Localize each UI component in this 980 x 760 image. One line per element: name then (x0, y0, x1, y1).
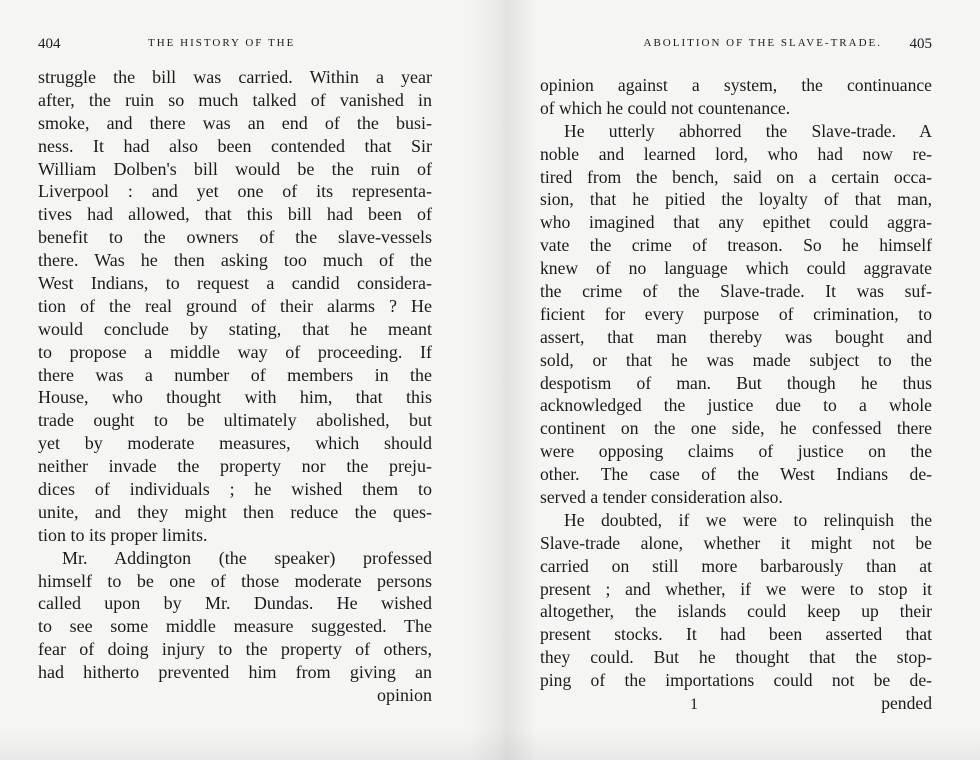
text-line: to see some middle measure suggested. The (38, 616, 432, 637)
text-line: sold, or that he was made subject to the (540, 349, 932, 370)
right-page-number: 405 (909, 36, 932, 52)
text-line: despotism of man. But though he thus (540, 372, 932, 393)
text-line: He utterly abhorred the Slave-trade. A (564, 120, 932, 141)
text-line: He doubted, if we were to relinquish the (564, 509, 932, 530)
text-line: were opposing claims of justice on the (540, 441, 932, 462)
text-line: the crime of the Slave-trade. It was suf- (540, 281, 932, 302)
left-body-text (38, 66, 432, 707)
text-line: noble and learned lord, who had now re- (540, 143, 932, 164)
right-running-head (540, 36, 932, 56)
text-line: Mr. Addington (the speaker) professed (62, 547, 432, 568)
text-line: other. The case of the West Indians de- (540, 464, 932, 485)
text-line: dices of individuals ; he wished them to (38, 479, 432, 500)
text-line: ping of the importations could not be de- (540, 670, 932, 691)
left-running-head (38, 36, 432, 56)
text-line: knew of no language which could aggravate (540, 258, 932, 279)
text-line: tives had allowed, that this bill had been of (38, 204, 432, 225)
text-line: served a tender consideration also. (540, 487, 783, 508)
text-line: opinion against a system, the continuance (540, 75, 932, 95)
text-line: ness. It had also been contended that Sir (38, 135, 432, 156)
text-line: William Dolben's bill would be the ruin of (38, 158, 432, 179)
right-page (540, 0, 932, 760)
text-line: House, who thought with him, that this (38, 387, 432, 408)
text-line: there was a number of members in the (38, 364, 432, 385)
text-line: opinion (376, 685, 432, 706)
text-line: called upon by Mr. Dundas. He wished (38, 593, 432, 614)
text-line: would conclude by stating, that he meant (38, 318, 432, 339)
text-line: tired from the bench, said on a certain occa- (540, 166, 932, 187)
text-line: benefit to the owners of the slave-vessels (38, 227, 432, 248)
text-line: tion to its proper limits. (38, 524, 208, 545)
text-line: assert, that man thereby was bought and (540, 326, 932, 347)
signature-mark: 1 (690, 696, 698, 713)
text-line: Liverpool : and yet one of its representa- (38, 181, 432, 202)
text-line: carried on still more barbarously than at (540, 555, 932, 576)
text-line: who imagined that any epithet could aggra- (540, 212, 932, 233)
right-running-title: ABOLITION OF THE SLAVE-TRADE. (643, 37, 882, 49)
text-line: to propose a middle way of proceeding. If (38, 341, 432, 362)
text-line: had hitherto prevented him from giving an (38, 662, 432, 683)
text-line: pended (881, 693, 932, 714)
text-line: West Indians, to request a candid considera- (38, 273, 432, 294)
text-line: sion, that he pitied the loyalty of that man, (540, 189, 932, 210)
text-line: acknowledged the justice due to a whole (540, 395, 932, 416)
text-line: there. Was he then asking too much of the (38, 250, 432, 271)
text-line: present stocks. It had been asserted that (540, 624, 932, 645)
text-line: they could. But he thought that the stop- (540, 647, 932, 668)
left-page-number: 404 (38, 36, 61, 52)
text-line: continent on the one side, he confessed there (540, 418, 932, 439)
text-line: present ; and whether, if we were to stop it (540, 578, 932, 599)
text-line: altogether, the islands could keep up their (540, 601, 932, 622)
text-line: Slave-trade alone, whether it might not be (540, 532, 932, 553)
text-line: fear of doing injury to the property of others, (38, 639, 432, 660)
text-line: trade ought to be ultimately abolished, but (38, 410, 432, 431)
text-line: neither invade the property nor the preju- (38, 456, 432, 477)
right-body-text (540, 74, 932, 715)
text-line: struggle the bill was carried. Within a year (38, 67, 432, 87)
text-line: ficient for every purpose of crimination, to (540, 303, 932, 324)
text-line: tion of the real ground of their alarms ? He (38, 295, 432, 316)
text-line: unite, and they might then reduce the ques- (38, 501, 432, 522)
text-line: after, the ruin so much talked of vanished in (38, 89, 432, 110)
text-line: himself to be one of those moderate persons (38, 570, 432, 591)
text-line: of which he could not countenance. (540, 97, 791, 118)
gutter-shadow (468, 0, 538, 760)
text-line: yet by moderate measures, which should (38, 433, 432, 454)
left-page (38, 0, 432, 760)
left-running-title: THE HISTORY OF THE (148, 37, 296, 49)
text-line: smoke, and there was an end of the busi- (38, 112, 432, 133)
text-line: vate the crime of treason. So he himself (540, 235, 932, 256)
